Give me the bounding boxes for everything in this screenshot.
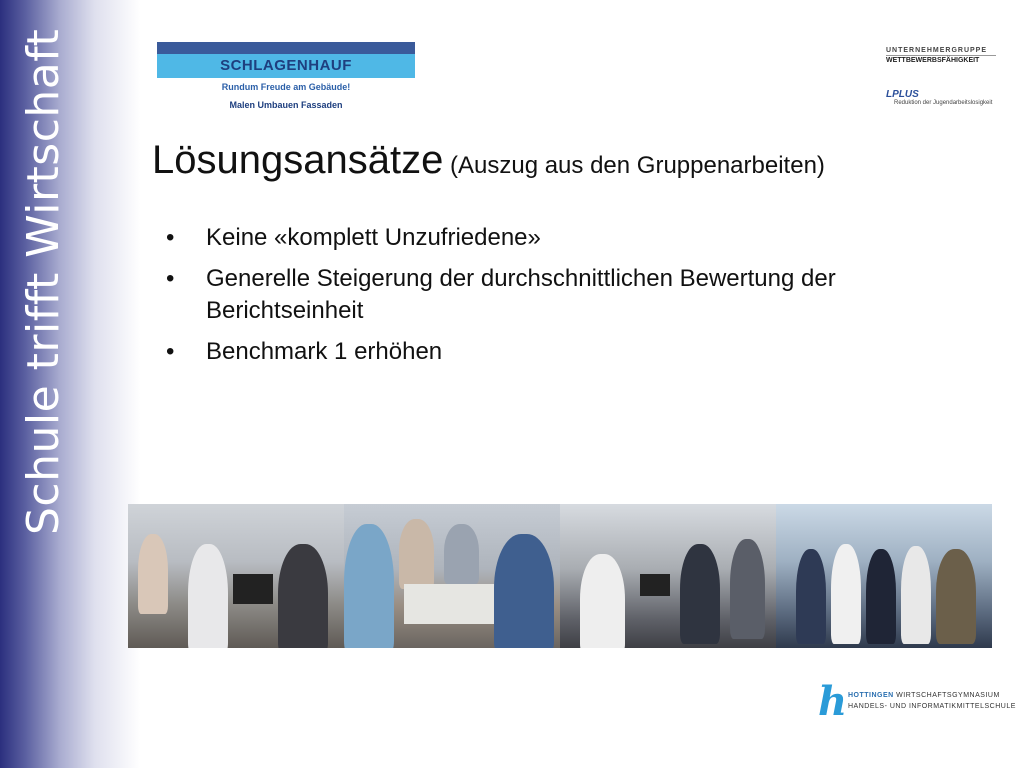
title-sub: (Auszug aus den Gruppenarbeiten) bbox=[443, 152, 825, 179]
hottingen-name: HOTTINGEN bbox=[848, 692, 894, 699]
bullet-marker: • bbox=[166, 224, 175, 251]
unternehmergruppe-line1: UNTERNEHMERGRUPPE bbox=[886, 47, 988, 54]
bullet-item bbox=[166, 222, 966, 254]
unternehmergruppe-logo bbox=[886, 47, 996, 64]
photo-strip bbox=[128, 504, 992, 648]
logo-bar bbox=[157, 42, 415, 54]
lplus-name: LPLUS bbox=[886, 89, 919, 100]
bullet-text: Keine «komplett Unzufriedene» bbox=[206, 224, 541, 251]
hottingen-h-icon: h bbox=[818, 678, 848, 725]
slide-title bbox=[152, 138, 825, 183]
lplus-tagline: Reduktion der Jugendarbeitslosigkeit bbox=[894, 100, 993, 106]
bullet-marker: • bbox=[166, 338, 175, 365]
hottingen-school-type: WIRTSCHAFTSGYMNASIUM bbox=[893, 692, 1000, 699]
hottingen-line2: HANDELS- UND INFORMATIKMITTELSCHULE bbox=[848, 703, 1016, 710]
photo-group-work-2 bbox=[344, 504, 560, 648]
bullet-list bbox=[166, 222, 966, 377]
schlagenhauf-tagline: Rundum Freude am Gebäude! bbox=[221, 82, 351, 92]
title-main: Lösungsansätze bbox=[152, 138, 444, 182]
lplus-logo bbox=[886, 89, 996, 106]
hottingen-logo bbox=[818, 678, 1016, 725]
side-title: Schule trifft Wirtschaft bbox=[18, 28, 69, 535]
photo-audience bbox=[776, 504, 992, 648]
photo-group-work-3 bbox=[560, 504, 776, 648]
hottingen-line1 bbox=[848, 692, 1000, 699]
unternehmergruppe-line2: WETTBEWERBSFÄHIGKEIT bbox=[886, 55, 996, 64]
bullet-item bbox=[166, 263, 966, 327]
schlagenhauf-name: SCHLAGENHAUF bbox=[157, 54, 415, 78]
bullet-text: Benchmark 1 erhöhen bbox=[206, 338, 443, 365]
photo-group-work-1 bbox=[128, 504, 344, 648]
bullet-marker: • bbox=[166, 265, 175, 292]
bullet-text: Generelle Steigerung der durchschnittlichen Bewertung der Berichtseinheit bbox=[206, 265, 836, 324]
schlagenhauf-services: Malen Umbauen Fassaden bbox=[229, 100, 343, 110]
bullet-item bbox=[166, 336, 966, 368]
schlagenhauf-logo bbox=[157, 42, 415, 116]
